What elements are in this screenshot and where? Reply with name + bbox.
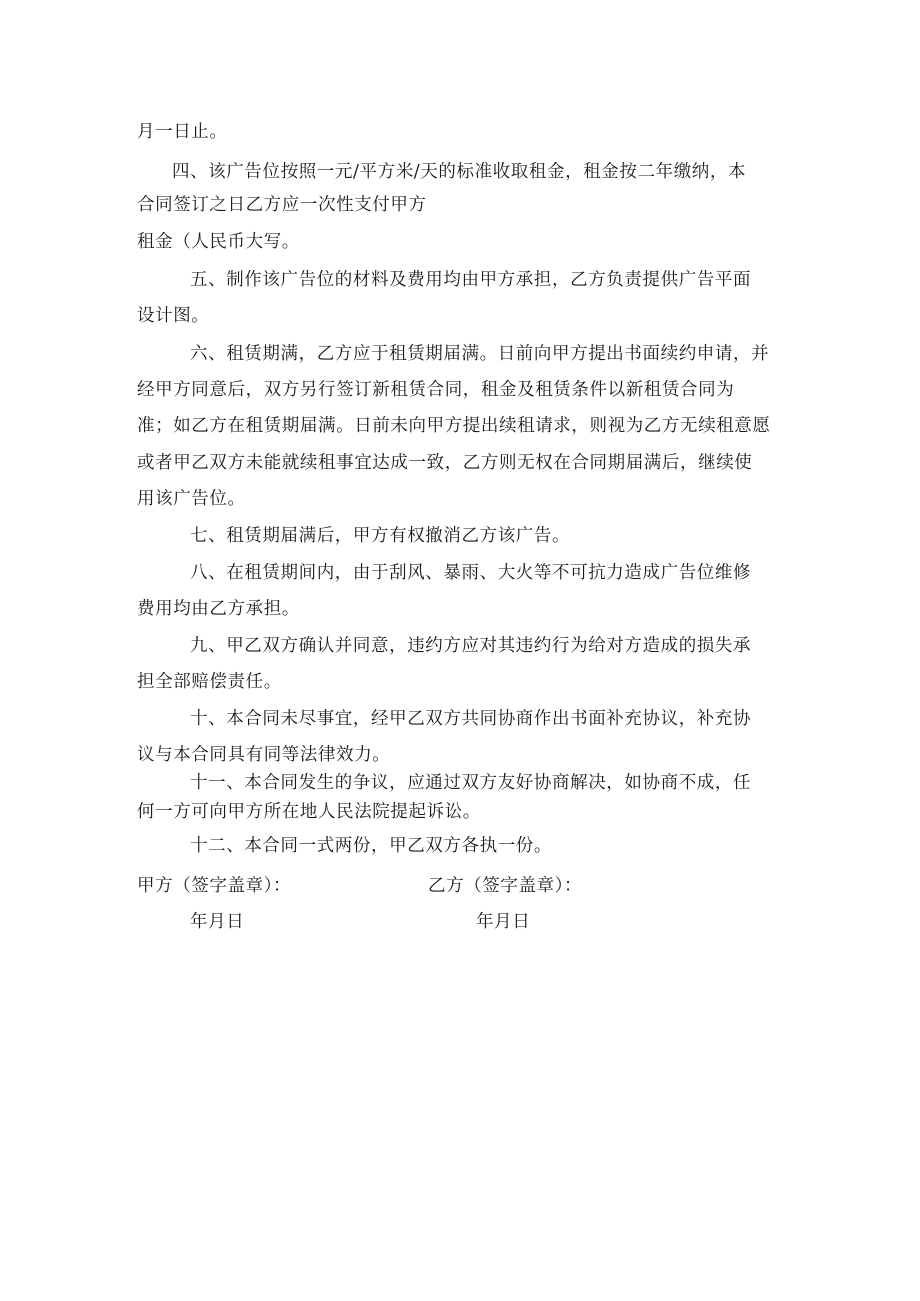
clause-6-line-4: 或者甲乙双方未能就续租事宜达成一致，乙方则无权在合同期届满后，继续使: [137, 453, 753, 473]
party-b-date-label: 年月日: [476, 912, 531, 932]
clause-10-line-2: 议与本合同具有同等法律效力。: [137, 745, 391, 765]
clause-8-line-1: 八、在租赁期间内，由于刮风、暴雨、大火等不可抗力造成广告位维修: [190, 563, 752, 583]
clause-4-line-1: 四、该广告位按照一元/平方米/天的标准收取租金，租金按二年缴纳，本: [172, 162, 747, 182]
clause-12-line-1: 十二、本合同一式两份，甲乙双方各执一份。: [190, 836, 552, 856]
clause-10-line-1: 十、本合同未尽事宜，经甲乙双方共同协商作出书面补充协议，补充协: [190, 709, 752, 729]
clause-4-line-3: 租金（人民币大写。: [137, 232, 300, 252]
text-line: 月一日止。: [137, 122, 228, 142]
clause-7-line-1: 七、租赁期届满后，甲方有权撤消乙方该广告。: [190, 526, 571, 546]
clause-6-line-5: 用该广告位。: [137, 489, 246, 509]
clause-9-line-2: 担全部赔偿责任。: [137, 672, 282, 692]
clause-8-line-2: 费用均由乙方承担。: [137, 599, 300, 619]
clause-6-line-2: 经甲方同意后，双方另行签订新租赁合同，租金及租赁条件以新租赁合同为: [137, 380, 735, 400]
party-b-signature-label: 乙方（签字盖章）：: [428, 876, 583, 896]
clause-9-line-1: 九、甲乙双方确认并同意，违约方应对其违约行为给对方造成的损失承: [190, 636, 752, 656]
clause-4-line-2: 合同签订之日乙方应一次性支付甲方: [137, 195, 427, 215]
clause-11-line-2: 何一方可向甲方所在地人民法院提起诉讼。: [137, 802, 481, 822]
clause-5-line-2: 设计图。: [137, 306, 210, 326]
party-a-signature-label: 甲方（签字盖章）：: [137, 876, 292, 896]
clause-11-line-1: 十一、本合同发生的争议，应通过双方友好协商解决，如协商不成，任: [190, 773, 752, 793]
clause-6-line-3: 准；如乙方在租赁期届满。日前未向甲方提出续租请求，则视为乙方无续租意愿: [137, 416, 771, 436]
party-a-date-label: 年月日: [190, 912, 245, 932]
clause-6-line-1: 六、租赁期满，乙方应于租赁期届满。日前向甲方提出书面续约申请，并: [190, 344, 770, 364]
clause-5-line-1: 五、制作该广告位的材料及费用均由甲方承担，乙方负责提供广告平面: [190, 270, 752, 290]
